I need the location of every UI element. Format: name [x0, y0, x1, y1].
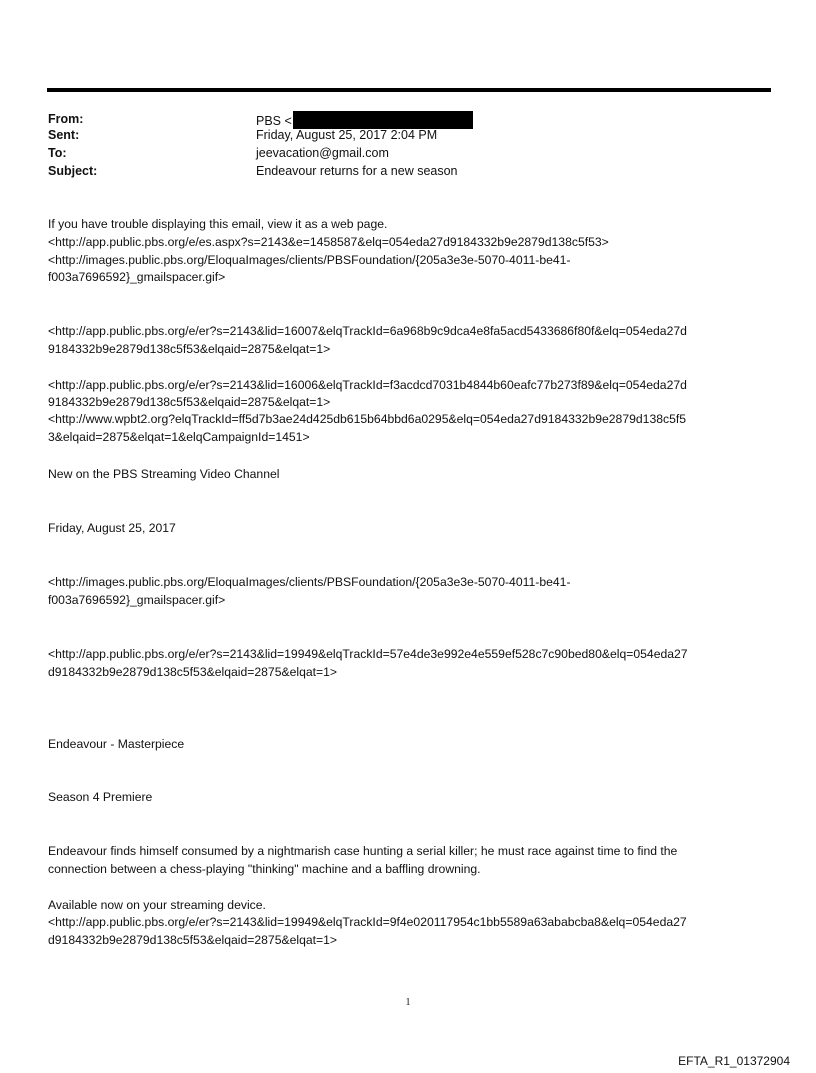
link-16007[interactable]: <http://app.public.pbs.org/e/er?s=2143&lid=16007&elqTrackId=6a968b9c9dca4e8fa5acd5433686f80f&elq=054eda27d: [48, 324, 687, 338]
link-19949-a-cont[interactable]: d9184332b9e2879d138c5f53&elqaid=2875&elqat=1>: [48, 665, 338, 679]
season-premiere: Season 4 Premiere: [48, 790, 153, 804]
sent-value: Friday, August 25, 2017 2:04 PM: [256, 128, 438, 142]
show-title: Endeavour - Masterpiece: [48, 737, 185, 751]
link-16007-cont[interactable]: 9184332b9e2879d138c5f53&elqaid=2875&elqat=1>: [48, 342, 331, 356]
subject-value: Endeavour returns for a new season: [256, 164, 458, 178]
link-spacer-2[interactable]: <http://images.public.pbs.org/EloquaImages/clients/PBSFoundation/{205a3e3e-5070-4011-be41-: [48, 575, 571, 589]
link-spacer-1-cont[interactable]: f003a7696592}_gmailspacer.gif>: [48, 270, 226, 284]
page-number: 1: [405, 997, 411, 1008]
link-spacer-2-cont[interactable]: f003a7696592}_gmailspacer.gif>: [48, 593, 226, 607]
new-on-channel: New on the PBS Streaming Video Channel: [48, 467, 280, 481]
link-19949-b-cont[interactable]: d9184332b9e2879d138c5f53&elqaid=2875&elqat=1>: [48, 933, 338, 947]
link-19949-b[interactable]: <http://app.public.pbs.org/e/er?s=2143&lid=19949&elqTrackId=9f4e020117954c1bb5589a63ababcba8&elq=054eda27: [48, 915, 687, 929]
available-text: Available now on your streaming device.: [48, 898, 266, 912]
link-wpbt[interactable]: <http://www.wpbt2.org?elqTrackId=ff5d7b3ae24d425db615b64bbd6a0295&elq=054eda27d9184332b9e2879d138c5f5: [48, 412, 687, 426]
link-webpage[interactable]: <http://app.public.pbs.org/e/es.aspx?s=2143&e=1458587&elq=054eda27d9184332b9e2879d138c5f53>: [48, 235, 609, 249]
trouble-text: If you have trouble displaying this email, view it as a web page.: [48, 217, 388, 231]
link-wpbt-cont[interactable]: 3&elqaid=2875&elqat=1&elqCampaignId=1451>: [48, 430, 310, 444]
link-spacer-1[interactable]: <http://images.public.pbs.org/EloquaImages/clients/PBSFoundation/{205a3e3e-5070-4011-be41-: [48, 253, 571, 267]
link-19949-a[interactable]: <http://app.public.pbs.org/e/er?s=2143&lid=19949&elqTrackId=57e4de3e992e4e559ef528c7c90bed80&elq=054eda27: [48, 647, 688, 661]
to-value: jeevacation@gmail.com: [256, 146, 389, 160]
date-line: Friday, August 25, 2017: [48, 521, 176, 535]
synopsis: Endeavour finds himself consumed by a nightmarish case hunting a serial killer; he must race against time to find the: [48, 844, 678, 858]
link-16006-cont[interactable]: 9184332b9e2879d138c5f53&elqaid=2875&elqat=1>: [48, 395, 331, 409]
synopsis-cont: connection between a chess-playing "thinking" machine and a baffling drowning.: [48, 862, 481, 876]
link-16006[interactable]: <http://app.public.pbs.org/e/er?s=2143&lid=16006&elqTrackId=f3acdcd7031b4844b60eafc77b273f89&elq=054eda27d: [48, 378, 687, 392]
subject-label: Subject:: [48, 164, 98, 178]
document-id: EFTA_R1_01372904: [678, 1054, 790, 1068]
header-divider: [47, 88, 771, 92]
sent-label: Sent:: [48, 128, 80, 142]
to-label: To:: [48, 146, 67, 160]
from-sender: PBS <: [256, 114, 292, 128]
from-label: From:: [48, 112, 84, 126]
